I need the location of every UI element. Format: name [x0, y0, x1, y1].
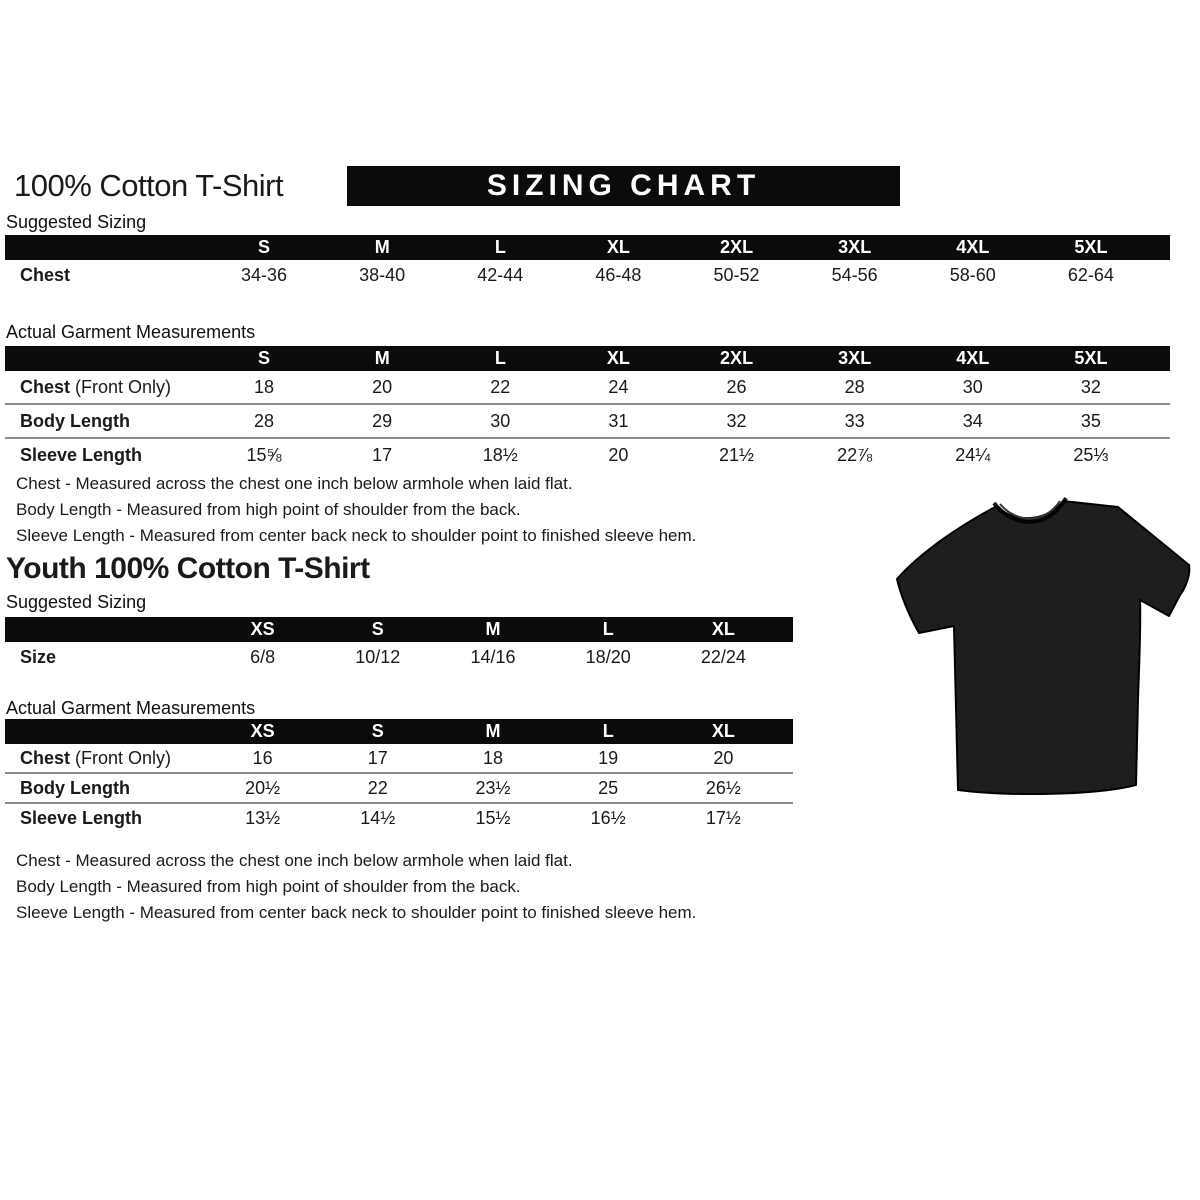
cell-value: 15½ — [475, 807, 511, 828]
column-header: 3XL — [838, 348, 872, 368]
table-row — [5, 403, 1170, 437]
cell-value: 24¼ — [955, 444, 991, 465]
cell-value: 22/24 — [700, 646, 746, 667]
column-header: 5XL — [1074, 348, 1108, 368]
column-header: XL — [711, 619, 735, 639]
cell-value: 54-56 — [831, 264, 878, 285]
column-header: XS — [250, 619, 275, 639]
cell-value: 18 — [482, 747, 503, 768]
row-label: Chest (Front Only) — [20, 376, 172, 397]
row-label: Chest (Front Only) — [20, 747, 172, 768]
column-header: XL — [606, 348, 630, 368]
column-header: L — [494, 348, 506, 368]
cell-value: 17½ — [705, 807, 741, 828]
column-header: S — [371, 721, 384, 741]
cell-value: 30 — [490, 410, 511, 431]
youth-suggested-sizing-table — [5, 617, 793, 672]
tshirt-body-shape — [897, 501, 1189, 794]
cell-value: 62-64 — [1067, 264, 1114, 285]
cell-value: 29 — [372, 410, 393, 431]
cell-value: 35 — [1080, 410, 1101, 431]
measurement-note: Body Length - Measured from high point of shoulder from the back. — [16, 500, 521, 519]
table-row — [5, 437, 1170, 471]
measurement-note: Chest - Measured across the chest one inch below armhole when laid flat. — [16, 851, 573, 870]
cell-value: 50-52 — [713, 264, 760, 285]
measurement-note: Sleeve Length - Measured from center back neck to shoulder point to finished sleeve hem. — [16, 903, 697, 922]
cell-value: 26½ — [705, 777, 741, 798]
measurement-note: Chest - Measured across the chest one inch below armhole when laid flat. — [16, 474, 573, 493]
column-header: 2XL — [720, 237, 754, 257]
column-header: 5XL — [1074, 237, 1108, 257]
adult-suggested-sizing-table — [5, 235, 1170, 290]
cell-value: 22⅞ — [837, 444, 873, 465]
cell-value: 20 — [372, 376, 393, 397]
youth-suggested-sizing-label: Suggested Sizing — [6, 592, 147, 612]
column-header: S — [258, 237, 271, 257]
header-row — [14, 166, 1200, 206]
row-label: Sleeve Length — [20, 444, 143, 465]
cell-value: 34-36 — [241, 264, 288, 285]
cell-value: 38-40 — [359, 264, 406, 285]
cell-value: 23½ — [475, 777, 511, 798]
column-header: 2XL — [720, 348, 754, 368]
column-header: XL — [711, 721, 735, 741]
table-header-row — [5, 235, 1170, 260]
column-header: XL — [606, 237, 630, 257]
table-header-row — [5, 346, 1170, 371]
row-label: Sleeve Length — [20, 807, 143, 828]
youth-actual-measurements-label: Actual Garment Measurements — [6, 698, 256, 718]
measurement-note: Body Length - Measured from high point of shoulder from the back. — [16, 877, 521, 896]
youth-section-title: Youth 100% Cotton T-Shirt — [6, 552, 370, 585]
cell-value: 15⅝ — [246, 444, 282, 465]
column-header: S — [258, 348, 271, 368]
cell-value: 14½ — [360, 807, 396, 828]
column-header: L — [602, 721, 614, 741]
cell-value: 17 — [367, 747, 388, 768]
column-header: 4XL — [956, 237, 990, 257]
sizing-chart-banner — [347, 166, 900, 206]
banner-text: SIZING CHART — [486, 169, 761, 202]
cell-value: 42-44 — [477, 264, 524, 285]
table-header-row — [5, 719, 793, 744]
cell-value: 16½ — [590, 807, 626, 828]
column-header: M — [374, 348, 390, 368]
cell-value: 32 — [726, 410, 747, 431]
table-row — [5, 642, 793, 672]
cell-value: 17 — [372, 444, 393, 465]
cell-value: 13½ — [245, 807, 281, 828]
youth-actual-measurements-table — [5, 719, 793, 832]
cell-value: 18/20 — [585, 646, 631, 667]
cell-value: 22 — [490, 376, 511, 397]
cell-value: 22 — [367, 777, 388, 798]
table-row — [5, 744, 793, 772]
cell-value: 18½ — [482, 444, 518, 465]
cell-value: 18 — [254, 376, 275, 397]
cell-value: 25⅓ — [1073, 444, 1109, 465]
measurement-note: Sleeve Length - Measured from center back neck to shoulder point to finished sleeve hem. — [16, 526, 697, 545]
column-header: L — [602, 619, 614, 639]
cell-value: 20½ — [245, 777, 281, 798]
table-row — [5, 260, 1170, 290]
cell-value: 28 — [844, 376, 865, 397]
row-label: Size — [20, 646, 57, 667]
cell-value: 6/8 — [250, 646, 276, 667]
cell-value: 21½ — [719, 444, 755, 465]
adult-actual-measurements-label: Actual Garment Measurements — [6, 322, 256, 342]
cell-value: 20 — [608, 444, 629, 465]
cell-value: 46-48 — [595, 264, 642, 285]
column-header: M — [485, 619, 501, 639]
table-row — [5, 772, 793, 802]
youth-measurement-notes — [0, 848, 1200, 926]
cell-value: 24 — [608, 376, 629, 397]
adult-suggested-sizing-label: Suggested Sizing — [6, 212, 147, 232]
cell-value: 28 — [254, 410, 275, 431]
column-header: M — [485, 721, 501, 741]
table-row — [5, 371, 1170, 403]
row-label: Body Length — [20, 410, 130, 431]
tshirt-product-image — [893, 488, 1193, 806]
cell-value: 31 — [608, 410, 629, 431]
cell-value: 34 — [962, 410, 983, 431]
cell-value: 10/12 — [355, 646, 401, 667]
column-header: S — [371, 619, 384, 639]
cell-value: 25 — [598, 777, 619, 798]
column-header: L — [494, 237, 506, 257]
black-tshirt-graphic — [893, 488, 1193, 806]
column-header: M — [374, 237, 390, 257]
cell-value: 14/16 — [470, 646, 516, 667]
cell-value: 33 — [844, 410, 865, 431]
table-row — [5, 802, 793, 832]
cell-value: 16 — [252, 747, 273, 768]
column-header: XS — [250, 721, 275, 741]
row-label: Chest — [20, 264, 71, 285]
cell-value: 20 — [713, 747, 734, 768]
cell-value: 30 — [962, 376, 983, 397]
cell-value: 26 — [726, 376, 747, 397]
page-title: 100% Cotton T-Shirt — [14, 168, 284, 203]
column-header: 3XL — [838, 237, 872, 257]
column-header: 4XL — [956, 348, 990, 368]
row-label: Body Length — [20, 777, 130, 798]
adult-actual-measurements-table — [5, 346, 1170, 471]
table-header-row — [5, 617, 793, 642]
cell-value: 58-60 — [949, 264, 996, 285]
cell-value: 32 — [1080, 376, 1101, 397]
cell-value: 19 — [598, 747, 619, 768]
